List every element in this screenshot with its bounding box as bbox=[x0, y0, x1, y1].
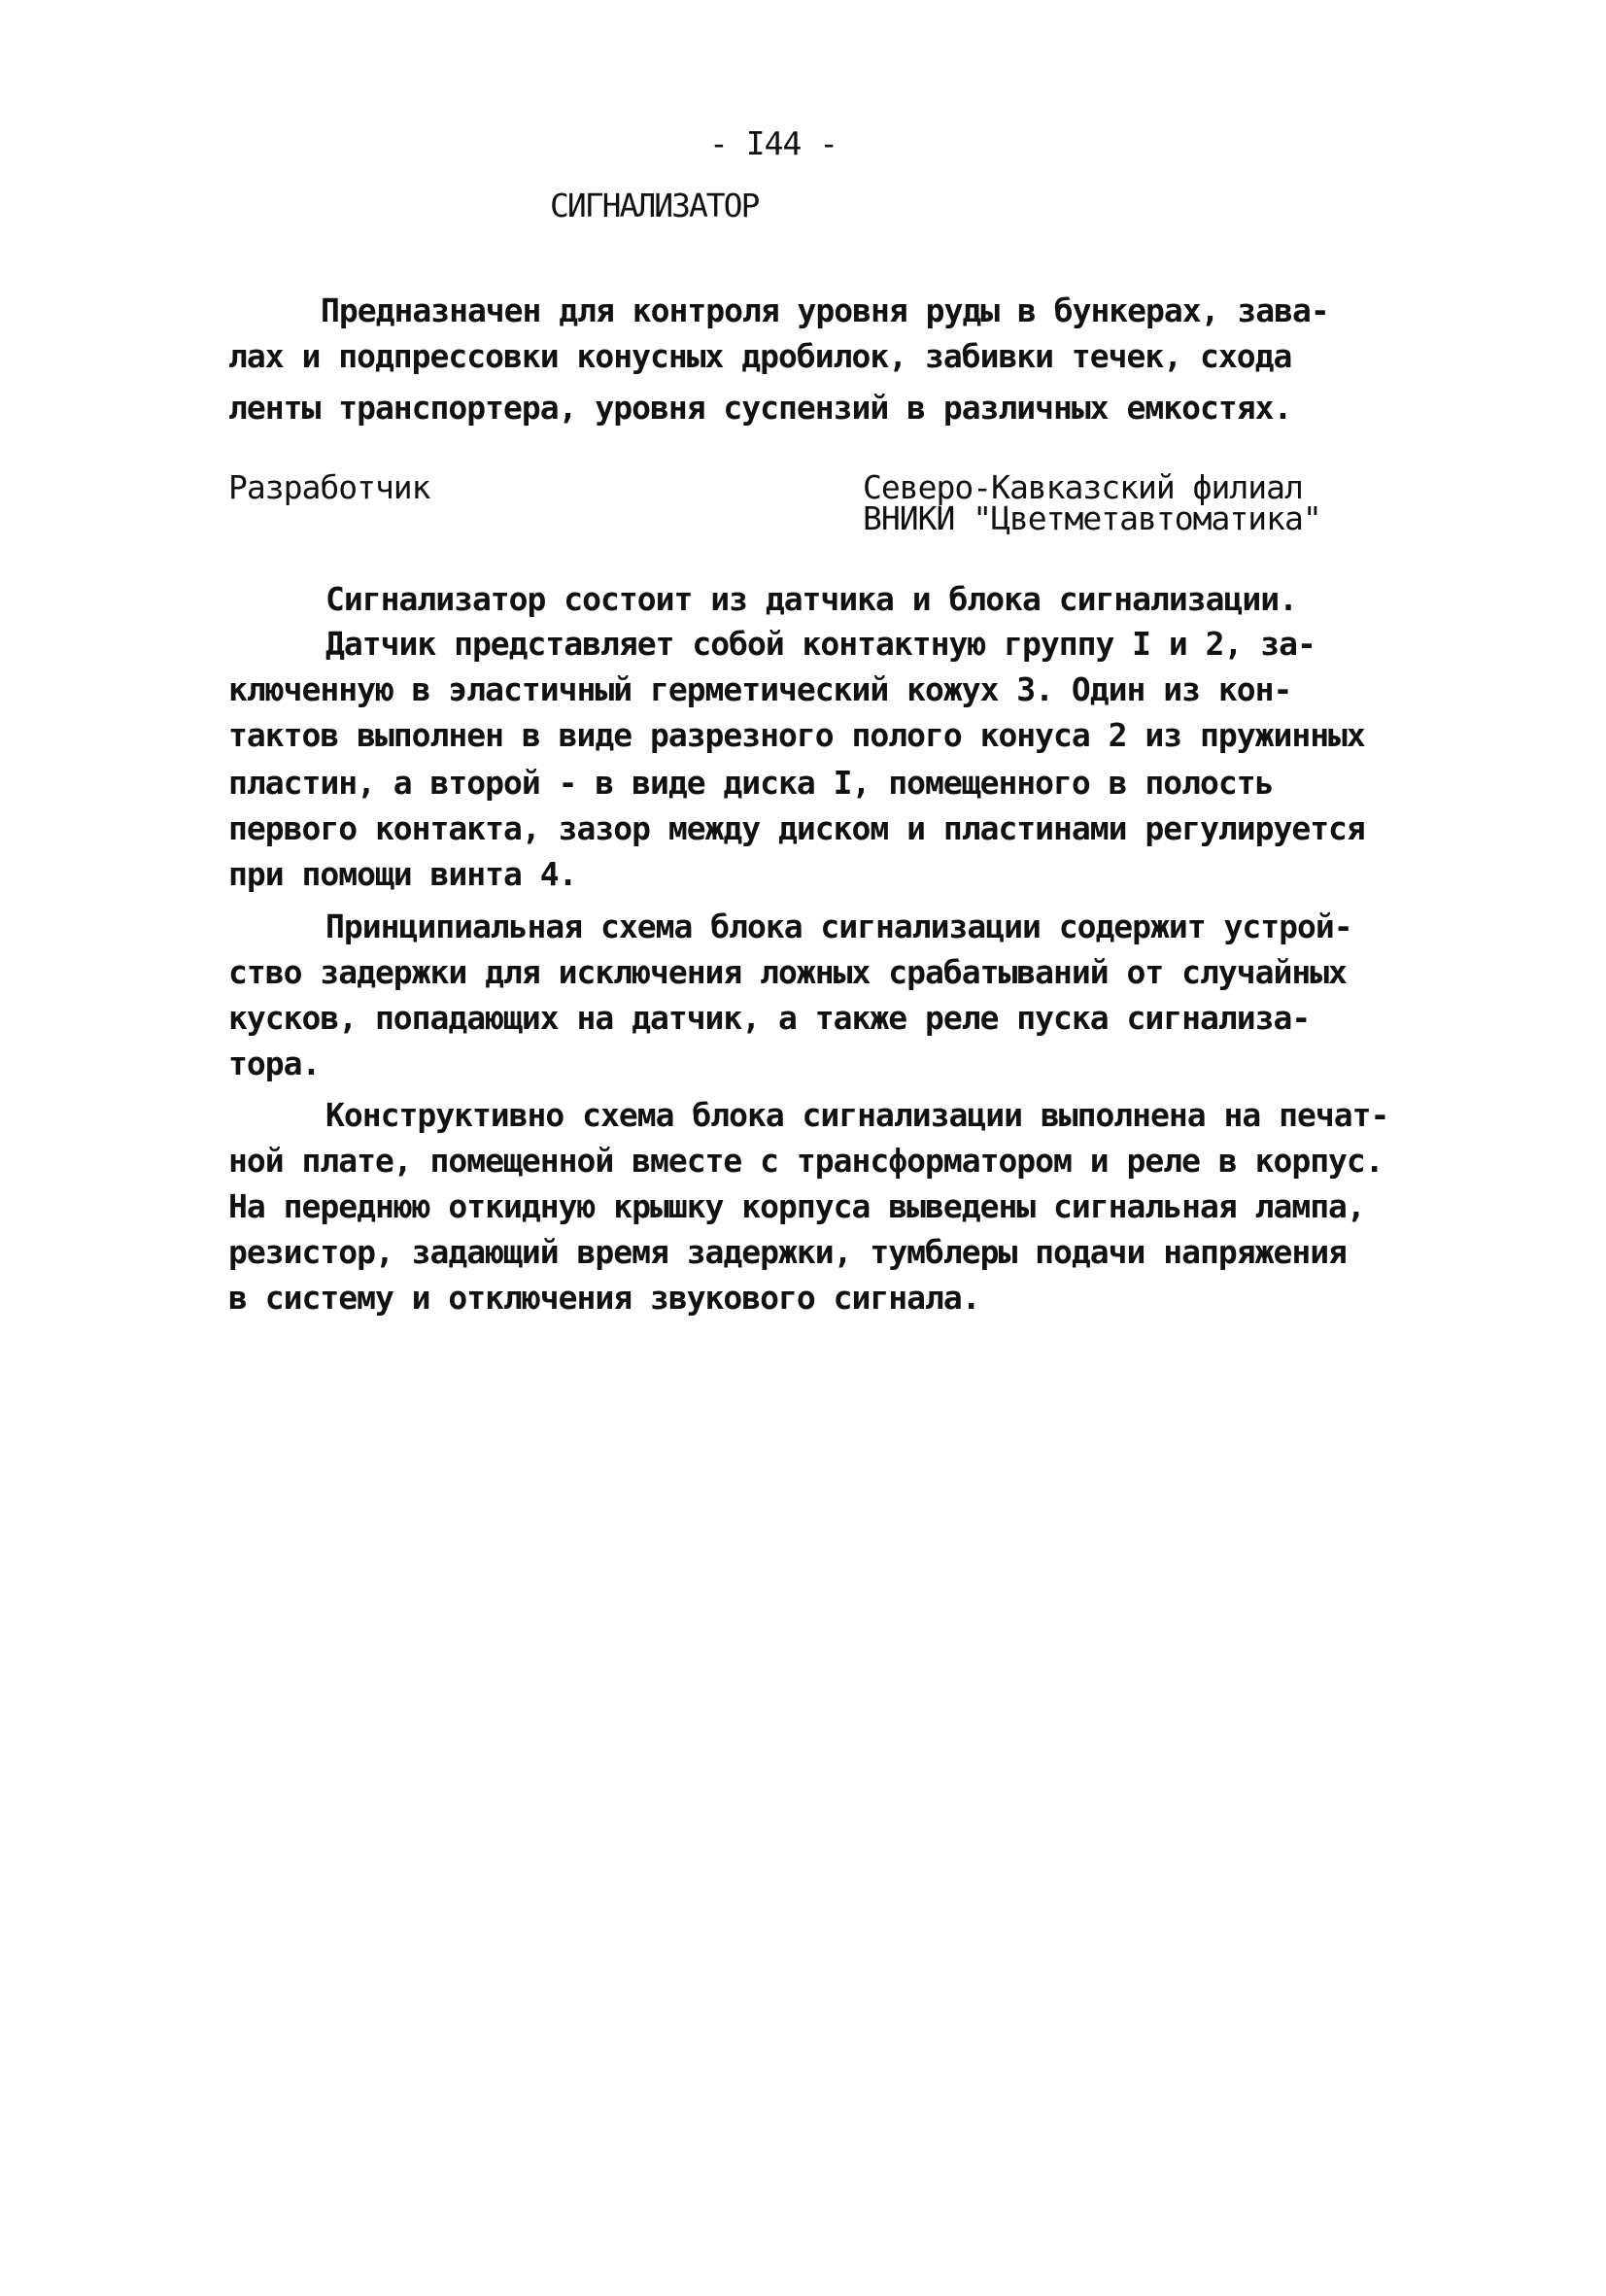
text-line: Датчик представляет собой контактную группу I и 2, за- bbox=[325, 625, 1316, 663]
text-line: тактов выполнен в виде разрезного полого конуса 2 из пружинных bbox=[228, 716, 1365, 754]
text-line: первого контакта, зазор между диском и пластинами регулируется bbox=[228, 809, 1365, 847]
page-title: СИГНАЛИЗАТОР bbox=[550, 187, 759, 224]
page-number: - I44 - bbox=[709, 124, 838, 162]
text-line: в систему и отключения звукового сигнала. bbox=[228, 1279, 980, 1317]
text-line: ство задержки для исключения ложных срабатываний от случайных bbox=[228, 953, 1347, 991]
text-line: при помощи винта 4. bbox=[228, 855, 577, 893]
text-line: Принципиальная схема блока сигнализации содержит устрой- bbox=[325, 908, 1352, 945]
text-line: резистор, задающий время задержки, тумблеры подачи напряжения bbox=[228, 1233, 1347, 1271]
text-line: Конструктивно схема блока сигнализации выполнена на печат- bbox=[325, 1096, 1389, 1134]
developer-label: Разработчик bbox=[228, 468, 430, 506]
text-line: ной плате, помещенной вместе с трансформатором и реле в корпус. bbox=[228, 1142, 1384, 1180]
text-line: кусков, попадающих на датчик, а также реле пуска сигнализа- bbox=[228, 999, 1311, 1037]
text-line: пластин, а второй - в виде диска I, помещенного в полость bbox=[228, 764, 1274, 802]
text-line: Сигнализатор состоит из датчика и блока сигнализации. bbox=[325, 580, 1297, 618]
text-line: лах и подпрессовки конусных дробилок, забивки течек, схода bbox=[228, 337, 1292, 375]
text-line: Предназначен для контроля уровня руды в бункерах, зава- bbox=[321, 291, 1329, 329]
developer-name-line: Северо-Кавказский филиал bbox=[863, 468, 1303, 506]
developer-name-line: ВНИКИ "Цветметавтоматика" bbox=[863, 499, 1321, 537]
text-line: ленты транспортера, уровня суспензий в различных емкостях. bbox=[228, 389, 1292, 427]
text-line: ключенную в эластичный герметический кожух 3. Один из кон- bbox=[228, 670, 1292, 708]
text-line: тора. bbox=[228, 1045, 321, 1082]
text-line: На переднюю откидную крышку корпуса выведены сигнальная лампа, bbox=[228, 1187, 1365, 1225]
